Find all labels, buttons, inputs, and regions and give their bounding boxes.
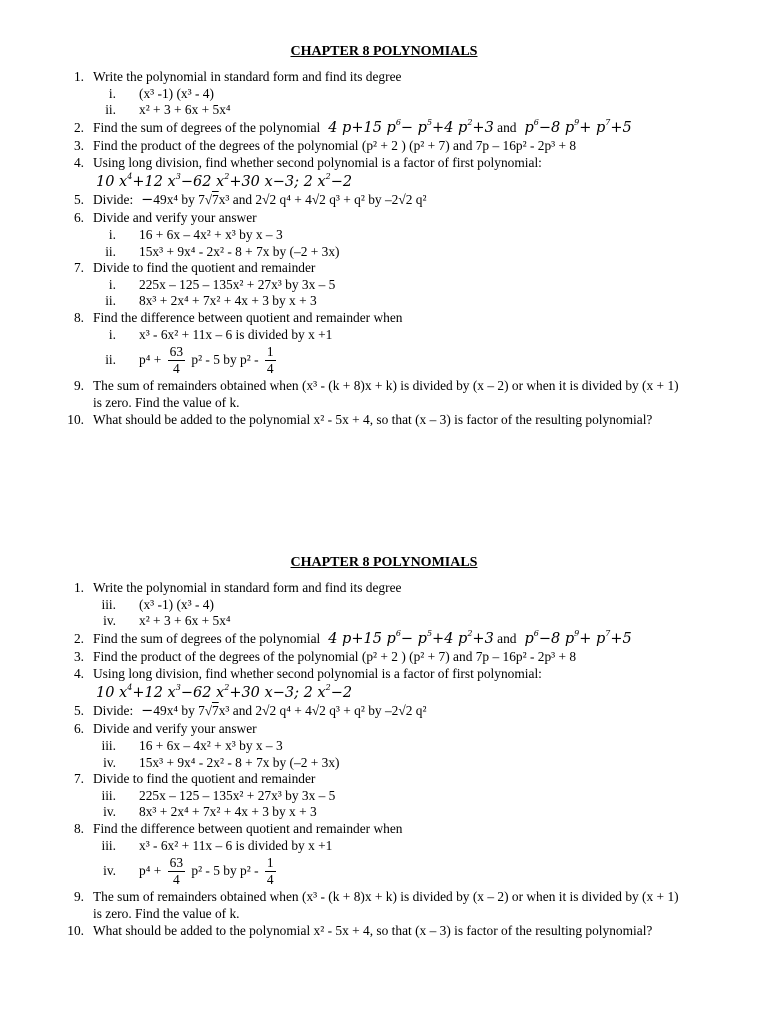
fraction: $\frac{1}{4}$ (266, 344, 274, 377)
polynomial-expression: 4 p+15 $p^6- p^5+4$ $p^2+3$ (323, 629, 494, 647)
polynomial-expression: $p^6-8$ $p^9+ p^7+5$ (519, 118, 632, 136)
fraction: $\frac{63}{4}$ (169, 855, 184, 888)
fraction: $\frac{63}{4}$ (169, 344, 184, 377)
page-title: CHAPTER 8 POLYNOMIALS (290, 555, 478, 570)
page-title: CHAPTER 8 POLYNOMIALS (290, 44, 478, 59)
polynomial-expression: $p^6-8$ $p^9+ p^7+5$ (519, 629, 632, 647)
polynomial-expression: 4 p+15 $p^6- p^5+4$ $p^2+3$ (323, 118, 494, 136)
fraction: $\frac{1}{4}$ (266, 855, 274, 888)
